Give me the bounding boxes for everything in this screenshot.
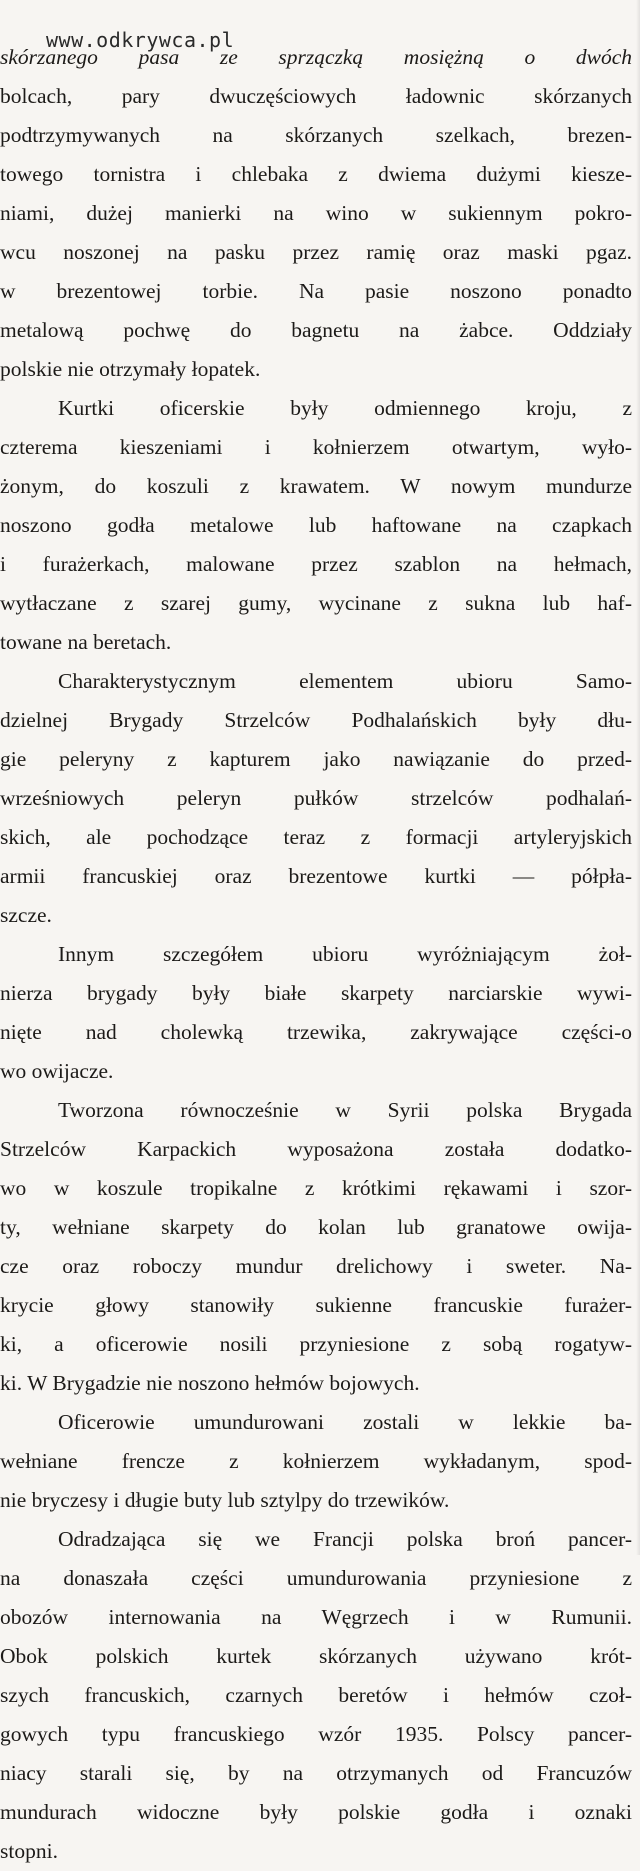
text-line: towane na beretach.: [0, 630, 172, 654]
text-line: skórzanego pasa ze sprzączką mosiężną o dwóch: [0, 45, 632, 69]
text-line: szych francuskich, czarnych beretów i hełmów czoł-: [0, 1683, 632, 1707]
body-text: [0, 38, 640, 1871]
text-line: bolcach, pary dwuczęściowych ładownic skórzanych: [0, 84, 632, 108]
text-line: wcu noszonej na pasku przez ramię oraz maski pgaz.: [0, 240, 632, 264]
text-line: skich, ale pochodzące teraz z formacji artyleryjskich: [0, 825, 632, 849]
text-line: Strzelców Karpackich wyposażona została dodatko-: [0, 1137, 632, 1161]
text-line: ty, wełniane skarpety do kolan lub granatowe owija-: [0, 1215, 632, 1239]
text-line: wrześniowych peleryn pułków strzelców podhalań-: [0, 786, 632, 810]
text-line: Obok polskich kurtek skórzanych używano krót-: [0, 1644, 632, 1668]
text-line: na donaszała części umundurowania przyniesione z: [0, 1566, 632, 1590]
text-line: nierza brygady były białe skarpety narciarskie wywi-: [0, 981, 632, 1005]
text-line: niami, dużej manierki na wino w sukiennym pokro-: [0, 201, 632, 225]
text-line: szcze.: [0, 903, 52, 927]
text-line: Oficerowie umundurowani zostali w lekkie ba-: [58, 1410, 632, 1434]
text-line: mundurach widoczne były polskie godła i oznaki: [0, 1800, 632, 1824]
text-line: i furażerkach, malowane przez szablon na hełmach,: [0, 552, 632, 576]
text-line: stopni.: [0, 1839, 58, 1863]
text-line: żonym, do koszuli z krawatem. W nowym mundurze: [0, 474, 632, 498]
text-line: armii francuskiej oraz brezentowe kurtki — półpła-: [0, 864, 632, 888]
text-line: gowych typu francuskiego wzór 1935. Polscy pancer-: [0, 1722, 632, 1746]
text-line: wo owijacze.: [0, 1059, 114, 1083]
text-line: ki, a oficerowie nosili przyniesione z sobą rogatyw-: [0, 1332, 632, 1356]
text-line: noszono godła metalowe lub haftowane na czapkach: [0, 513, 632, 537]
page-edge-shadow: [636, 0, 640, 1555]
text-line: czterema kieszeniami i kołnierzem otwartym, wyło-: [0, 435, 632, 459]
text-line: metalową pochwę do bagnetu na żabce. Oddziały: [0, 318, 632, 342]
text-line: Charakterystycznym elementem ubioru Samo-: [58, 669, 632, 693]
text-line: w brezentowej torbie. Na pasie noszono ponadto: [0, 279, 632, 303]
text-line: ki. W Brygadzie nie noszono hełmów bojowych.: [0, 1371, 420, 1395]
watermark-url: www.odkrywca.pl: [46, 28, 235, 52]
text-line: Tworzona równocześnie w Syrii polska Brygada: [58, 1098, 632, 1122]
text-line: wełniane frencze z kołnierzem wykładanym, spod-: [0, 1449, 632, 1473]
text-line: krycie głowy stanowiły sukienne francuskie furażer-: [0, 1293, 632, 1317]
text-line: wo w koszule tropikalne z krótkimi rękawami i szor-: [0, 1176, 632, 1200]
text-line: Odradzająca się we Francji polska broń pancer-: [58, 1527, 632, 1551]
text-line: Kurtki oficerskie były odmiennego kroju, z: [58, 396, 632, 420]
text-line: podtrzymywanych na skórzanych szelkach, brezen-: [0, 123, 632, 147]
text-line: Innym szczegółem ubioru wyróżniającym żoł-: [58, 942, 632, 966]
text-line: cze oraz roboczy mundur drelichowy i sweter. Na-: [0, 1254, 632, 1278]
text-line: nie bryczesy i długie buty lub sztylpy do trzewików.: [0, 1488, 450, 1512]
text-line: dzielnej Brygady Strzelców Podhalańskich były dłu-: [0, 708, 632, 732]
text-line: nięte nad cholewką trzewika, zakrywające części-o: [0, 1020, 632, 1044]
text-line: gie peleryny z kapturem jako nawiązanie do przed-: [0, 747, 632, 771]
text-line: obozów internowania na Węgrzech i w Rumunii.: [0, 1605, 632, 1629]
text-line: towego tornistra i chlebaka z dwiema dużymi kiesze-: [0, 162, 632, 186]
text-line: polskie nie otrzymały łopatek.: [0, 357, 261, 381]
text-line: wytłaczane z szarej gumy, wycinane z sukna lub haf-: [0, 591, 632, 615]
text-line: niacy starali się, by na otrzymanych od Francuzów: [0, 1761, 632, 1785]
